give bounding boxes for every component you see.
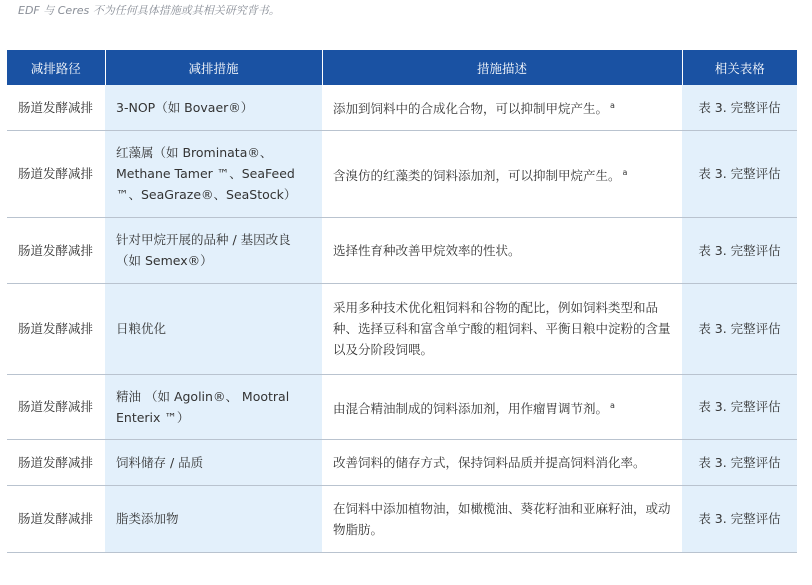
pathway-cell: 肠道发酵减排 <box>7 130 105 217</box>
description-cell <box>322 283 682 374</box>
table-ref-cell: 表 3. 完整评估 <box>682 439 797 485</box>
description-cell <box>322 130 682 217</box>
header-measure: 减排措施 <box>105 50 322 85</box>
measure-cell: 针对甲烷开展的品种 / 基因改良（如 Semex®） <box>105 217 322 283</box>
pathway-cell: 肠道发酵减排 <box>7 217 105 283</box>
footnote-mark: a <box>622 167 628 177</box>
description-text: 采用多种技术优化粗饲料和谷物的配比，例如饲料类型和品种、选择豆科和富含单宁酸的粗饲料、平衡日粮中淀粉的含量以及分阶段饲喂。 <box>333 300 671 357</box>
description-cell <box>322 439 682 485</box>
measure-cell: 日粮优化 <box>105 283 322 374</box>
table-ref-cell: 表 3. 完整评估 <box>682 374 797 439</box>
measure-cell: 3-NOP（如 Bovaer®） <box>105 85 322 130</box>
header-description: 措施描述 <box>322 50 682 85</box>
pathway-cell: 肠道发酵减排 <box>7 283 105 374</box>
footnote-mark: a <box>610 400 615 410</box>
description-cell <box>322 85 682 130</box>
footnote-mark: a <box>610 101 615 111</box>
table-ref-cell: 表 3. 完整评估 <box>682 130 797 217</box>
table-ref-cell: 表 3. 完整评估 <box>682 485 797 552</box>
pathway-cell: 肠道发酵减排 <box>7 439 105 485</box>
description-cell <box>322 374 682 439</box>
table-ref-cell: 表 3. 完整评估 <box>682 85 797 130</box>
description-text: 由混合精油制成的饲料添加剂，用作瘤胃调节剂。 <box>333 400 609 416</box>
measure-cell: 饲料储存 / 品质 <box>105 439 322 485</box>
table-row <box>7 217 797 283</box>
description-cell <box>322 217 682 283</box>
description-text: 在饲料中添加植物油，如橄榄油、葵花籽油和亚麻籽油，或动物脂肪。 <box>333 500 671 537</box>
measure-cell: 精油 （如 Agolin®、 Mootral Enterix ™） <box>105 374 322 439</box>
description-text: 改善饲料的储存方式，保持饲料品质并提高饲料消化率。 <box>333 454 646 470</box>
table-ref-cell: 表 3. 完整评估 <box>682 283 797 374</box>
pathway-cell: 肠道发酵减排 <box>7 85 105 130</box>
measure-cell: 脂类添加物 <box>105 485 322 552</box>
table-row <box>7 130 797 217</box>
table-header-row <box>7 50 797 85</box>
table-row <box>7 485 797 552</box>
description-text: 添加到饲料中的合成化合物，可以抑制甲烷产生。 <box>333 101 609 117</box>
pathway-cell: 肠道发酵减排 <box>7 374 105 439</box>
table-row <box>7 283 797 374</box>
table-row <box>7 85 797 130</box>
measure-cell: 红藻属（如 Brominata®、Methane Tamer ™、SeaFeed ™、SeaGraze®、SeaStock） <box>105 130 322 217</box>
table-row <box>7 374 797 439</box>
header-table-ref: 相关表格 <box>682 50 797 85</box>
description-text: 选择性育种改善甲烷效率的性状。 <box>333 242 521 258</box>
table-ref-cell: 表 3. 完整评估 <box>682 217 797 283</box>
pathway-cell: 肠道发酵减排 <box>7 485 105 552</box>
table-row <box>7 439 797 485</box>
disclaimer-note: EDF 与 Ceres 不为任何具体措施或其相关研究背书。 <box>18 4 280 17</box>
description-cell <box>322 485 682 552</box>
header-pathway: 减排路径 <box>7 50 105 85</box>
description-text: 含溴仿的红藻类的饲料添加剂，可以抑制甲烷产生。 <box>333 167 621 183</box>
measures-table <box>7 50 797 553</box>
